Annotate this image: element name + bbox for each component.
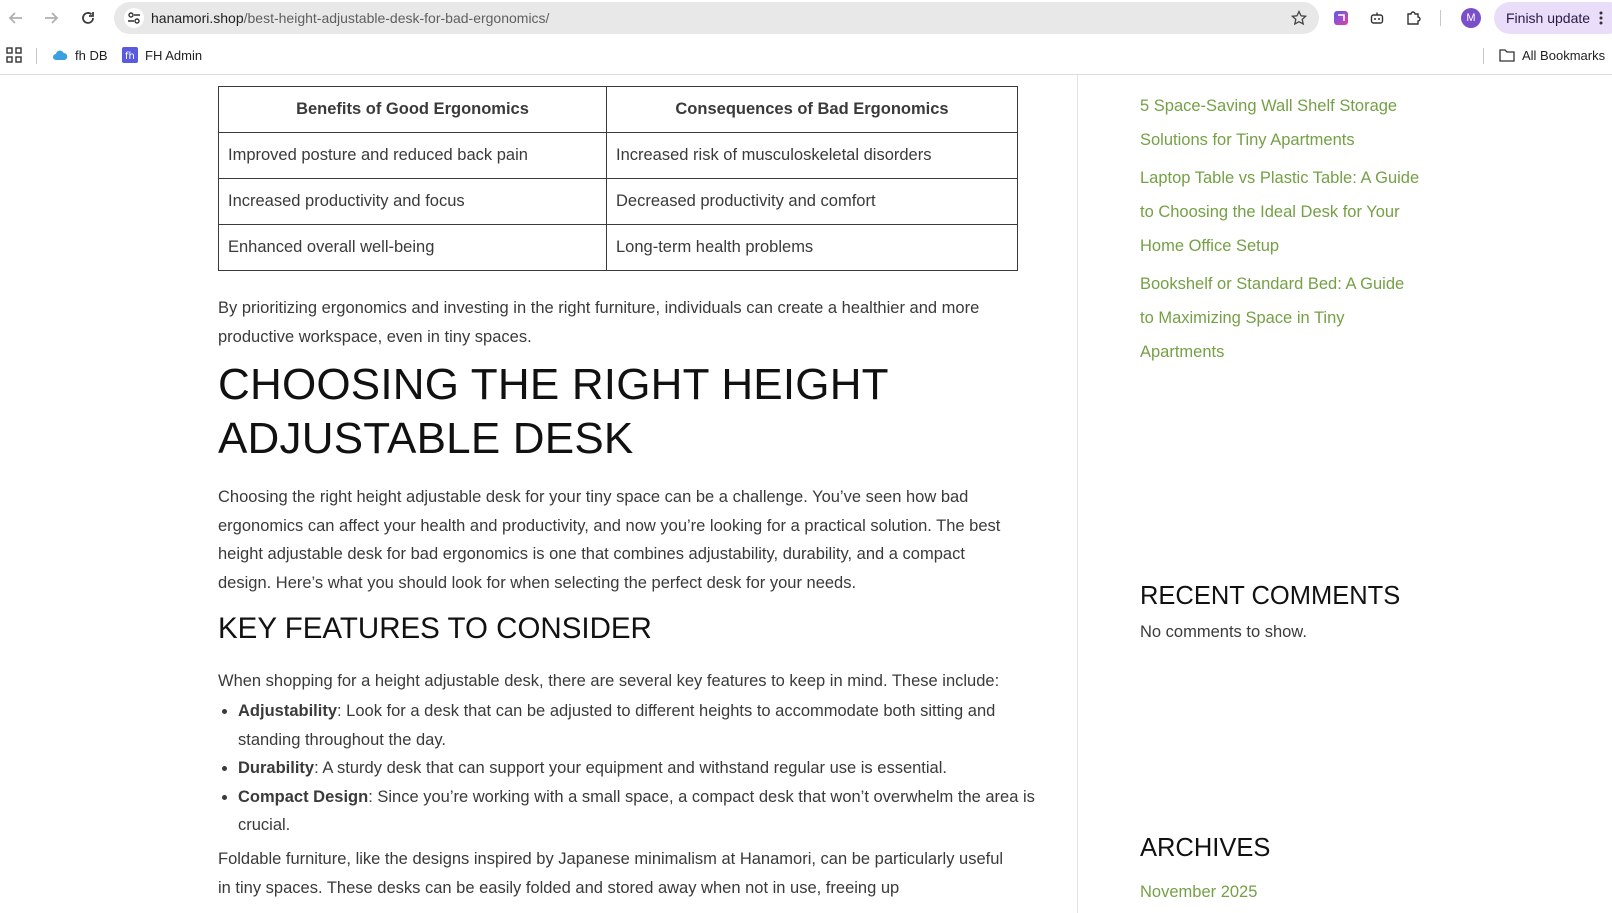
bookmark-label: FH Admin [145, 47, 203, 63]
extension-gradient-icon[interactable] [1331, 8, 1351, 28]
bookmarks-bar [0, 36, 1612, 75]
all-bookmarks-label: All Bookmarks [1522, 47, 1606, 63]
heading-key-features: KEY FEATURES TO CONSIDER [218, 612, 652, 645]
no-comments-text: No comments to show. [1140, 623, 1307, 641]
recent-post-link[interactable]: 5 Space-Saving Wall Shelf Storage Solutions for Tiny Apartments [1140, 97, 1398, 149]
address-bar[interactable] [114, 2, 1319, 34]
bookmarks-divider [1483, 48, 1484, 64]
feature-term: Compact Design [238, 787, 369, 806]
url-path: /best-height-adjustable-desk-for-bad-ergonomics/ [243, 10, 550, 26]
recent-posts-list [1140, 89, 1420, 373]
table-row [219, 179, 1018, 225]
toolbar-divider [1440, 10, 1441, 26]
back-arrow-icon[interactable] [4, 6, 28, 30]
browser-toolbar [0, 0, 1612, 36]
ergonomics-table [218, 86, 1018, 271]
archive-link[interactable]: November 2025 [1140, 883, 1258, 901]
list-item [238, 754, 1038, 783]
bookmark-fh-admin[interactable] [122, 45, 202, 65]
sidebar-divider [1077, 75, 1078, 913]
feature-term: Adjustability [238, 702, 338, 720]
list-item [1140, 89, 1420, 157]
url-host: hanamori.shop [151, 10, 244, 26]
bookmark-label: fh DB [75, 47, 108, 63]
feature-text: : A sturdy desk that can support your equipment and withstand regular use is essential. [314, 759, 947, 777]
folder-icon [1499, 47, 1515, 63]
table-row [219, 225, 1018, 271]
recent-post-link[interactable]: Laptop Table vs Plastic Table: A Guide to Choosing the Ideal Desk for Your Home Office Setup [1140, 169, 1420, 255]
table-cell: Long-term health problems [607, 225, 1018, 271]
paragraph-choosing-desk: Choosing the right height adjustable desk for your tiny space can be a challenge. You’ve seen how bad ergonomics can affect your health and productivity, and now you’re looking for a practical solution. The best height adjustable desk for bad ergonomics is one that combines adjustability, durability, and a compact design. Here’s what you should look for when selecting the perfect desk for your needs. [218, 488, 1001, 592]
bookmark-star-icon[interactable] [1289, 8, 1309, 28]
list-item [238, 697, 1038, 754]
svg-text:fh: fh [125, 51, 135, 62]
profile-avatar[interactable]: M [1461, 8, 1481, 28]
feature-text: : Since you’re working with a small space, a compact desk that won’t overwhelm the area is crucial. [238, 787, 1035, 834]
list-item [1140, 161, 1420, 263]
forward-arrow-icon[interactable] [39, 6, 63, 30]
table-cell: Increased risk of musculoskeletal disorders [607, 133, 1018, 179]
paragraph-features-intro: When shopping for a height adjustable desk, there are several key features to keep in mind. These include: [218, 672, 1000, 690]
recent-post-link[interactable]: Bookshelf or Standard Bed: A Guide to Maximizing Space in Tiny Apartments [1140, 275, 1405, 361]
extensions-puzzle-icon[interactable] [1403, 8, 1423, 28]
paragraph-foldable: Foldable furniture, like the designs inspired by Japanese minimalism at Hanamori, can be particularly useful in tiny spaces. These desks can be easily folded and stored away when not in use, freeing up [218, 850, 1004, 897]
reload-icon[interactable] [76, 6, 100, 30]
heading-choosing-desk: CHOOSING THE RIGHT HEIGHT ADJUSTABLE DESK [218, 360, 888, 463]
table-cell: Enhanced overall well-being [219, 225, 607, 271]
page-viewport [0, 75, 1612, 913]
more-menu-icon[interactable] [1596, 8, 1606, 28]
table-cell: Increased productivity and focus [219, 179, 607, 225]
table-row [219, 133, 1018, 179]
apps-grid-icon[interactable] [6, 45, 22, 65]
table-header: Consequences of Bad Ergonomics [607, 87, 1018, 133]
table-cell: Improved posture and reduced back pain [219, 133, 607, 179]
table-header: Benefits of Good Ergonomics [219, 87, 607, 133]
feature-term: Durability [238, 759, 315, 777]
all-bookmarks[interactable] [1499, 45, 1605, 65]
bookmark-fh-db[interactable] [52, 45, 108, 65]
bookmarks-divider [36, 48, 37, 64]
archives-heading: ARCHIVES [1140, 834, 1271, 862]
recent-comments-heading: RECENT COMMENTS [1140, 582, 1401, 610]
site-settings-icon[interactable] [124, 8, 144, 28]
fh-admin-icon [122, 47, 138, 63]
url-text[interactable] [151, 2, 549, 34]
finish-update-label: Finish update [1506, 10, 1591, 26]
list-item [238, 783, 1038, 840]
paragraph-after-table: By prioritizing ergonomics and investing in the right furniture, individuals can create a healthier and more productive workspace, even in tiny spaces. [218, 299, 980, 346]
robot-extension-icon[interactable] [1367, 8, 1387, 28]
table-header-row [219, 87, 1018, 133]
list-item [1140, 267, 1420, 369]
table-cell: Decreased productivity and comfort [607, 179, 1018, 225]
cloud-icon [52, 47, 68, 63]
feature-text: : Look for a desk that can be adjusted to different heights to accommodate both sitting and standing throughout the day. [238, 702, 996, 749]
features-list [218, 697, 1038, 840]
finish-update-button[interactable] [1494, 2, 1612, 34]
